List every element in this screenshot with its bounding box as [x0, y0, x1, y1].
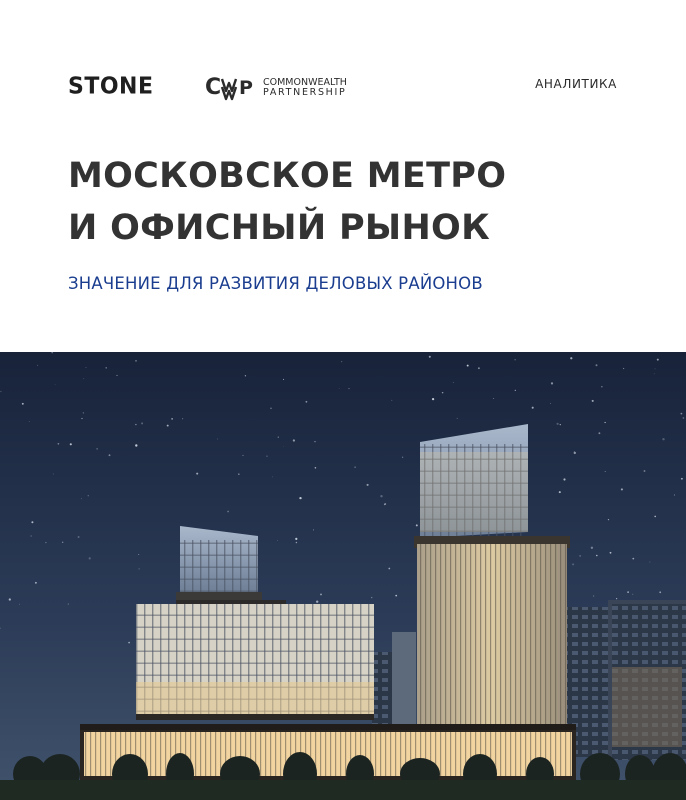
star	[35, 582, 37, 584]
svg-text:P: P	[239, 77, 253, 99]
star	[272, 477, 273, 478]
section-label: АНАЛИТИКА	[535, 77, 617, 91]
star	[22, 403, 24, 405]
star	[135, 360, 136, 361]
star	[591, 547, 593, 549]
star	[299, 497, 301, 499]
star	[657, 359, 659, 361]
star	[31, 536, 32, 537]
star	[627, 591, 629, 593]
title-line-1: МОСКОВСКОЕ МЕТРО	[68, 156, 507, 196]
star	[128, 642, 130, 644]
star	[62, 542, 63, 543]
star	[532, 407, 534, 409]
star	[416, 524, 418, 526]
star	[138, 554, 139, 555]
star	[457, 418, 458, 419]
star	[283, 379, 284, 380]
star	[55, 384, 56, 385]
star	[277, 540, 278, 541]
star	[662, 438, 664, 440]
star	[556, 423, 558, 425]
star	[371, 597, 372, 598]
star	[391, 400, 392, 401]
star	[116, 375, 117, 376]
star	[315, 467, 317, 469]
star	[45, 542, 46, 543]
star	[313, 529, 314, 530]
star	[295, 538, 297, 540]
star	[31, 521, 33, 523]
star	[88, 495, 90, 497]
star	[266, 456, 267, 457]
star	[478, 367, 480, 369]
star	[605, 471, 606, 472]
star	[570, 357, 572, 359]
star	[139, 568, 140, 569]
star	[402, 457, 403, 458]
star	[681, 413, 683, 415]
star	[320, 593, 322, 595]
star	[380, 495, 382, 497]
svg-text:C: C	[205, 75, 222, 100]
star	[354, 466, 356, 468]
star	[649, 562, 650, 563]
star	[196, 473, 198, 475]
star	[621, 488, 623, 490]
cover-header	[0, 0, 686, 352]
cwp-line1: COMMONWEALTH	[263, 77, 347, 88]
star	[81, 418, 82, 419]
star	[0, 391, 1, 392]
star	[53, 474, 54, 475]
star	[135, 424, 136, 425]
star	[596, 364, 598, 366]
star	[608, 519, 609, 520]
star	[349, 388, 350, 389]
hero-image	[0, 352, 686, 800]
star	[616, 598, 617, 599]
star	[83, 412, 84, 413]
star	[515, 390, 516, 391]
star	[135, 444, 137, 446]
page-subtitle: ЗНАЧЕНИЕ ДЛЯ РАЗВИТИЯ ДЕЛОВЫХ РАЙОНОВ	[68, 274, 483, 293]
star	[245, 375, 246, 376]
star	[579, 555, 581, 557]
star	[604, 422, 605, 423]
page-title	[68, 150, 628, 254]
star	[182, 418, 183, 419]
ground	[0, 780, 686, 800]
star	[270, 407, 272, 409]
star	[171, 418, 173, 420]
star	[515, 359, 516, 360]
night-office-towers-photo	[0, 352, 686, 800]
star	[296, 542, 298, 544]
star	[314, 441, 315, 442]
star	[453, 382, 454, 383]
star	[632, 558, 634, 560]
star	[572, 563, 574, 565]
star	[596, 555, 598, 557]
star	[316, 601, 318, 603]
podium	[80, 724, 576, 780]
star	[283, 446, 284, 447]
star	[384, 503, 386, 505]
star	[683, 417, 685, 419]
star	[493, 398, 494, 399]
cwp-wordmark	[263, 78, 347, 98]
cwp-logo-icon	[205, 73, 261, 103]
star	[105, 367, 106, 368]
star	[83, 378, 84, 379]
star	[9, 598, 11, 600]
star	[442, 392, 444, 394]
star	[467, 365, 469, 367]
star	[141, 422, 143, 424]
star	[86, 367, 87, 368]
star	[654, 373, 655, 374]
star	[109, 454, 111, 456]
star	[217, 439, 218, 440]
star	[674, 494, 675, 495]
star	[388, 568, 390, 570]
star	[78, 536, 80, 538]
star	[560, 424, 561, 425]
star	[227, 511, 229, 513]
star	[89, 557, 91, 559]
star	[367, 484, 369, 486]
star	[429, 356, 431, 358]
star	[339, 388, 340, 389]
star	[68, 604, 69, 605]
star	[598, 432, 600, 434]
star	[306, 401, 308, 403]
star	[19, 604, 20, 605]
star	[644, 470, 646, 472]
star	[293, 439, 295, 441]
star	[58, 443, 60, 445]
star	[601, 386, 602, 387]
star	[623, 368, 624, 369]
title-line-2: И ОФИСНЫЙ РЫНОК	[68, 208, 491, 248]
star	[610, 552, 612, 554]
star	[167, 425, 169, 427]
star	[278, 436, 279, 437]
star	[238, 473, 240, 475]
star	[563, 478, 565, 480]
star	[659, 591, 661, 593]
stone-logo: STONE	[68, 73, 154, 100]
star	[550, 403, 551, 404]
cwp-line2: PARTNERSHIP	[263, 87, 347, 98]
star	[632, 594, 633, 595]
star	[37, 365, 38, 366]
star	[551, 382, 553, 384]
star	[81, 499, 82, 500]
star	[395, 595, 397, 597]
star	[29, 421, 30, 422]
star	[593, 596, 594, 597]
star	[432, 398, 434, 400]
star	[243, 455, 244, 456]
star	[681, 478, 683, 480]
star	[655, 369, 656, 370]
star	[592, 400, 594, 402]
star	[559, 491, 561, 493]
star	[96, 448, 97, 449]
star	[654, 516, 656, 518]
star	[70, 443, 72, 445]
star	[574, 452, 576, 454]
star	[341, 361, 342, 362]
